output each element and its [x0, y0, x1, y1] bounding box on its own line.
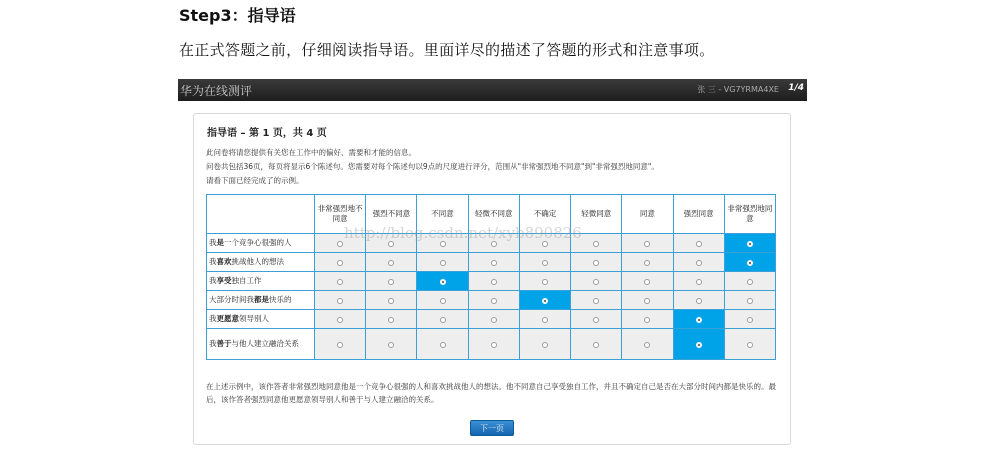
rating-cell[interactable] — [519, 329, 570, 360]
rating-cell[interactable] — [417, 310, 468, 329]
rating-cell[interactable] — [519, 253, 570, 272]
desc-line-1: 此问卷将请您提供有关您在工作中的偏好、需要和才能的信息。 — [206, 148, 416, 157]
rating-cell[interactable] — [571, 234, 622, 253]
rating-cell[interactable] — [571, 291, 622, 310]
table-row — [207, 291, 776, 310]
rating-cell[interactable] — [622, 310, 673, 329]
rating-cell[interactable] — [468, 234, 519, 253]
radio-empty-icon[interactable] — [747, 298, 753, 304]
rating-cell[interactable] — [468, 253, 519, 272]
radio-empty-icon[interactable] — [388, 241, 394, 247]
radio-empty-icon[interactable] — [593, 279, 599, 285]
radio-empty-icon[interactable] — [542, 342, 548, 348]
radio-empty-icon[interactable] — [388, 260, 394, 266]
radio-empty-icon[interactable] — [388, 342, 394, 348]
top-bar — [178, 79, 807, 101]
statement-post: 快乐的 — [269, 295, 292, 304]
rating-cell[interactable] — [366, 329, 417, 360]
radio-empty-icon[interactable] — [747, 279, 753, 285]
rating-cell[interactable] — [468, 272, 519, 291]
radio-empty-icon[interactable] — [491, 279, 497, 285]
radio-empty-icon[interactable] — [491, 298, 497, 304]
table-header-row — [207, 195, 776, 234]
column-header: 非常强烈地不同意 — [315, 195, 366, 234]
step-title: Step3：指导语 — [179, 6, 296, 25]
app-window — [178, 79, 807, 449]
statement-pre: 大部分时间我 — [209, 295, 254, 304]
radio-empty-icon[interactable] — [644, 260, 650, 266]
rating-cell[interactable] — [724, 253, 775, 272]
radio-empty-icon[interactable] — [491, 317, 497, 323]
watermark: http://blog.csdn.net/xyb890826 — [344, 224, 582, 242]
radio-empty-icon[interactable] — [593, 298, 599, 304]
statement-cell — [207, 310, 315, 329]
user-id: 张 三 - VG7YRMA4XE — [697, 85, 779, 94]
column-header: 强烈不同意 — [366, 195, 417, 234]
radio-empty-icon[interactable] — [542, 317, 548, 323]
instructions-card — [193, 113, 791, 445]
rating-cell[interactable] — [366, 253, 417, 272]
summary-text: 在上述示例中，该作答者非常强烈地同意他是一个竞争心很强的人和喜欢挑战他人的想法。他不同意自己享受独自工作，并且不确定自己是否在大部分时间内都是快乐的。最后，该作答者强烈同意他更愿意领导别人和善于与人建立融洽的关系。 — [206, 382, 776, 404]
radio-empty-icon[interactable] — [644, 298, 650, 304]
statement-pre: 我 — [209, 276, 217, 285]
rating-cell[interactable] — [519, 234, 570, 253]
rating-cell[interactable] — [519, 272, 570, 291]
radio-empty-icon[interactable] — [593, 260, 599, 266]
rating-cell[interactable] — [468, 291, 519, 310]
rating-cell[interactable] — [724, 234, 775, 253]
statement-post: 与他人建立融洽关系 — [231, 339, 299, 348]
radio-selected-icon[interactable] — [747, 260, 753, 266]
rating-cell[interactable] — [315, 234, 366, 253]
rating-cell[interactable] — [622, 291, 673, 310]
statement-cell — [207, 253, 315, 272]
radio-empty-icon[interactable] — [542, 279, 548, 285]
next-page-button[interactable]: 下一页 — [470, 420, 514, 436]
rating-cell[interactable] — [673, 234, 724, 253]
column-header: 同意 — [622, 195, 673, 234]
statement-post: 领导别人 — [239, 314, 269, 323]
radio-empty-icon[interactable] — [696, 241, 702, 247]
rating-cell[interactable] — [366, 234, 417, 253]
radio-selected-icon[interactable] — [696, 317, 702, 323]
radio-empty-icon[interactable] — [644, 342, 650, 348]
statement-bold: 更愿意 — [216, 314, 239, 323]
radio-selected-icon[interactable] — [696, 342, 702, 348]
rating-cell[interactable] — [724, 329, 775, 360]
column-header: 非常强烈地同意 — [724, 195, 775, 234]
statement-pre: 我 — [209, 314, 217, 323]
radio-empty-icon[interactable] — [593, 342, 599, 348]
statement-cell — [207, 291, 315, 310]
page-counter: 1/4 — [788, 83, 804, 93]
rating-cell[interactable] — [673, 291, 724, 310]
rating-cell[interactable] — [366, 291, 417, 310]
statement-bold: 喜欢 — [216, 257, 232, 266]
radio-empty-icon[interactable] — [644, 317, 650, 323]
table-row — [207, 272, 776, 291]
rating-cell[interactable] — [571, 272, 622, 291]
rating-cell[interactable] — [519, 310, 570, 329]
radio-selected-icon[interactable] — [542, 298, 548, 304]
statement-pre: 我 — [209, 257, 217, 266]
radio-empty-icon[interactable] — [440, 241, 446, 247]
rating-cell[interactable] — [417, 272, 468, 291]
statement-bold: 都是 — [254, 295, 269, 304]
table-row — [207, 234, 776, 253]
rating-cell[interactable] — [622, 329, 673, 360]
radio-empty-icon[interactable] — [388, 317, 394, 323]
radio-empty-icon[interactable] — [440, 317, 446, 323]
radio-selected-icon[interactable] — [747, 241, 753, 247]
table-row — [207, 310, 776, 329]
radio-empty-icon[interactable] — [337, 298, 343, 304]
table-row — [207, 253, 776, 272]
radio-empty-icon[interactable] — [696, 279, 702, 285]
desc-line-2: 问卷共包括36页，每页将显示6个陈述句。您需要对每个陈述句以9点的尺度进行评分，范围从"非常强烈地不同意"到"非常强烈地同意"。 — [206, 162, 659, 171]
radio-empty-icon[interactable] — [388, 298, 394, 304]
header-statement — [207, 195, 315, 234]
rating-cell[interactable] — [622, 234, 673, 253]
radio-empty-icon[interactable] — [644, 241, 650, 247]
rating-cell[interactable] — [571, 329, 622, 360]
radio-empty-icon[interactable] — [337, 317, 343, 323]
rating-cell[interactable] — [724, 291, 775, 310]
intro-text: 在正式答题之前，仔细阅读指导语。里面详尽的描述了答题的形式和注意事项。 — [179, 41, 715, 59]
radio-empty-icon[interactable] — [440, 342, 446, 348]
rating-cell[interactable] — [417, 329, 468, 360]
radio-empty-icon[interactable] — [337, 260, 343, 266]
rating-cell[interactable] — [519, 291, 570, 310]
radio-empty-icon[interactable] — [747, 342, 753, 348]
column-header: 不确定 — [519, 195, 570, 234]
rating-cell[interactable] — [315, 310, 366, 329]
rating-cell[interactable] — [571, 253, 622, 272]
radio-empty-icon[interactable] — [337, 241, 343, 247]
radio-empty-icon[interactable] — [491, 342, 497, 348]
rating-cell[interactable] — [468, 310, 519, 329]
statement-cell — [207, 234, 315, 253]
rating-cell[interactable] — [417, 234, 468, 253]
radio-empty-icon[interactable] — [388, 279, 394, 285]
radio-empty-icon[interactable] — [491, 260, 497, 266]
column-header: 不同意 — [417, 195, 468, 234]
rating-cell[interactable] — [315, 329, 366, 360]
rating-cell[interactable] — [315, 291, 366, 310]
rating-cell[interactable] — [366, 310, 417, 329]
radio-empty-icon[interactable] — [593, 317, 599, 323]
rating-cell[interactable] — [673, 329, 724, 360]
rating-cell[interactable] — [315, 253, 366, 272]
rating-cell[interactable] — [622, 253, 673, 272]
statement-cell — [207, 272, 315, 291]
radio-empty-icon[interactable] — [644, 279, 650, 285]
table-row — [207, 329, 776, 360]
rating-cell[interactable] — [622, 272, 673, 291]
radio-empty-icon[interactable] — [542, 241, 548, 247]
rating-cell[interactable] — [366, 272, 417, 291]
column-header: 轻微同意 — [571, 195, 622, 234]
radio-empty-icon[interactable] — [337, 279, 343, 285]
statement-cell — [207, 329, 315, 360]
rating-cell[interactable] — [315, 272, 366, 291]
example-table — [206, 194, 776, 360]
radio-empty-icon[interactable] — [440, 298, 446, 304]
column-header: 轻微不同意 — [468, 195, 519, 234]
radio-empty-icon[interactable] — [747, 317, 753, 323]
radio-empty-icon[interactable] — [337, 342, 343, 348]
rating-cell[interactable] — [724, 310, 775, 329]
statement-bold: 善于 — [216, 339, 232, 348]
radio-empty-icon[interactable] — [593, 241, 599, 247]
radio-empty-icon[interactable] — [491, 241, 497, 247]
radio-empty-icon[interactable] — [696, 298, 702, 304]
statement-bold: 享受 — [216, 276, 232, 285]
radio-empty-icon[interactable] — [696, 260, 702, 266]
statement-post: 一个竞争心很强的人 — [224, 238, 292, 247]
column-header: 强烈同意 — [673, 195, 724, 234]
rating-cell[interactable] — [468, 329, 519, 360]
radio-empty-icon[interactable] — [542, 260, 548, 266]
card-title: 指导语 – 第 1 页，共 4 页 — [207, 128, 327, 139]
rating-cell[interactable] — [571, 310, 622, 329]
rating-cell[interactable] — [724, 272, 775, 291]
radio-empty-icon[interactable] — [440, 260, 446, 266]
statement-pre: 我 — [209, 238, 217, 247]
rating-cell[interactable] — [417, 291, 468, 310]
radio-selected-icon[interactable] — [440, 279, 446, 285]
statement-post: 挑战他人的想法 — [231, 257, 284, 266]
statement-pre: 我 — [209, 339, 217, 348]
rating-cell[interactable] — [673, 253, 724, 272]
statement-post: 独自工作 — [231, 276, 262, 285]
rating-cell[interactable] — [673, 272, 724, 291]
brand-title: 华为在线测评 — [180, 84, 253, 98]
rating-cell[interactable] — [673, 310, 724, 329]
desc-line-3: 请看下面已经完成了的示例。 — [206, 176, 304, 185]
rating-cell[interactable] — [417, 253, 468, 272]
statement-bold: 是 — [216, 238, 224, 247]
